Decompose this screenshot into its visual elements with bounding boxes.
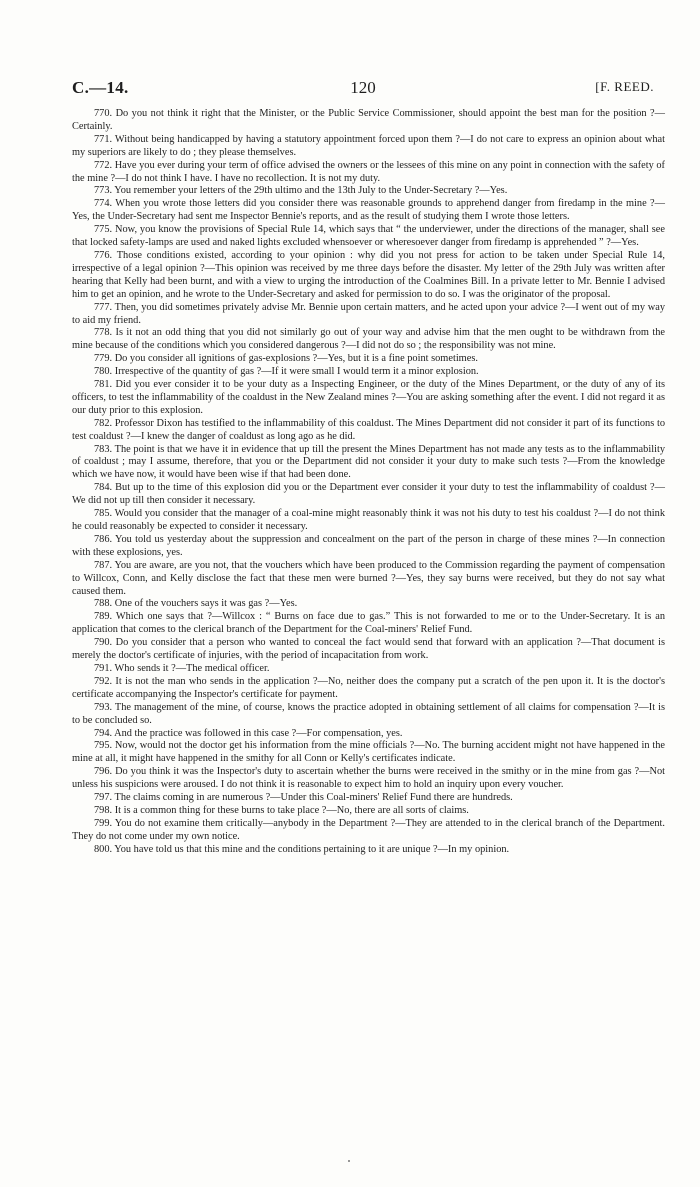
- question-784: 784. But up to the time of this explosion did you or the Department ever consider it your duty to test the inflammability of coaldust ?—We did not up till then consider it necessary.: [72, 482, 665, 507]
- document-body: [72, 108, 665, 857]
- question-794: 794. And the practice was followed in this case ?—For compensation, yes.: [94, 727, 403, 739]
- question-796: 796. Do you think it was the Inspector's duty to ascertain whether the burns were received in the smithy or in the mine from gas ?—Not unless his suspicions were aroused. I do not think it is reasonable to expect him to hold an inquiry upon every voucher.: [72, 766, 665, 791]
- question-771: 771. Without being handicapped by having a statutory appointment forced upon them ?—I do not care to express an opinion about what my superiors are likely to do ; they please themselves.: [72, 133, 665, 158]
- question-790: 790. Do you consider that a person who wanted to conceal the fact would send that forward with an application ?—That document is merely the doctor's certificate of injuries, with the period of incapacitation from work.: [72, 637, 665, 662]
- question-779: 779. Do you consider all ignitions of gas-explosions ?—Yes, but it is a fine point sometimes.: [94, 353, 478, 365]
- question-775: 775. Now, you know the provisions of Special Rule 14, which says that “ the underviewer, under the directions of the manager, shall see that locked safety-lamps are used and naked lights excluded whensoever or wheresoever danger from firedamp is apprehended ” ?—Yes.: [72, 224, 665, 249]
- question-797: 797. The claims coming in are numerous ?—Under this Coal-miners' Relief Fund there are hundreds.: [94, 792, 513, 804]
- question-773: 773. You remember your letters of the 29th ultimo and the 13th July to the Under-Secretary ?—Yes.: [94, 185, 508, 197]
- question-783: 783. The point is that we have it in evidence that up till the present the Mines Department has not made any tests as to the inflammability of coaldust ; may I assume, therefore, that you or the Department did not consider it your duty to make such tests ?—From the knowledge which we have now, it would have been wise if that had been done.: [72, 443, 665, 481]
- question-780: 780. Irrespective of the quantity of gas ?—If it were small I would term it a minor explosion.: [94, 366, 479, 378]
- question-799: 799. You do not examine them critically—anybody in the Department ?—They are attended to in the clerical branch of the Department. They do not come under my own notice.: [72, 817, 665, 842]
- question-786: 786. You told us yesterday about the suppression and concealment on the part of the person in charge of these mines ?—In connection with these explosions, yes.: [72, 533, 665, 558]
- witness-name: [F. REED.: [595, 79, 654, 94]
- page-header: [72, 78, 654, 100]
- question-776: 776. Those conditions existed, according to your opinion : why did you not press for action to be taken under Special Rule 14, irrespective of a legal opinion ?—This opinion was received by me three days before the disaster. My letter of the 29th July was written after hearing that Kelly had been burnt, and with a view to urging the introduction of the Coalmines Bill. In a private letter to Mr. Bennie I advised him to get an opinion, and he wrote to the Under-Secretary and asked for permission to do so. I was the originator of the proposal.: [72, 249, 665, 300]
- question-798: 798. It is a common thing for these burns to take place ?—No, there are all sorts of claims.: [94, 804, 469, 816]
- question-791: 791. Who sends it ?—The medical officer.: [94, 662, 270, 674]
- question-788: 788. One of the vouchers says it was gas ?—Yes.: [94, 598, 298, 610]
- page-number: 120: [350, 78, 376, 97]
- question-782: 782. Professor Dixon has testified to the inflammability of this coaldust. The Mines Department did not consider it part of its functions to test coaldust ?—I knew the danger of coaldust as long ago as he did.: [72, 417, 665, 442]
- question-778: 778. Is it not an odd thing that you did not similarly go out of your way and advise him that the men ought to be withdrawn from the mine because of the conditions which you considered dangerous ?—I did not do so ; the responsibility was not mine.: [72, 327, 665, 352]
- question-774: 774. When you wrote those letters did you consider there was reasonable grounds to apprehend danger from firedamp in the mine ?—Yes, the Under-Secretary had sent me Inspector Bennie's reports, and as the result of studying them I wrote those letters.: [72, 198, 665, 223]
- question-777: 777. Then, you did sometimes privately advise Mr. Bennie upon certain matters, and he acted upon your advice ?—I went out of my way to aid my friend.: [72, 301, 665, 326]
- parliamentary-paper-code: C.—14.: [72, 78, 129, 97]
- question-793: 793. The management of the mine, of course, knows the practice adopted in obtaining settlement of all claims for compensation ?—It is to be concluded so.: [72, 701, 665, 726]
- question-781: 781. Did you ever consider it to be your duty as a Inspecting Engineer, or the duty of the Mines Department, or the duty of any of its officers, to test the inflammability of the coaldust in the New Zealand mines ?—You are asking something after the event. I did not regard it as our duty prior to this explosion.: [72, 379, 665, 416]
- question-787: 787. You are aware, are you not, that the vouchers which have been produced to the Commission regarding the payment of compensation to Willcox, Conn, and Kelly disclose the fact that these men were burned ?—Yes, they say burns were received, but they do not say what caused them.: [72, 559, 665, 597]
- print-speck: [348, 1160, 350, 1162]
- question-785: 785. Would you consider that the manager of a coal-mine might reasonably think it was not his duty to test his coaldust ?—I do not think he could reasonably be expected to consider it necessary.: [72, 508, 665, 532]
- question-792: 792. It is not the man who sends in the application ?—No, neither does the company put a scratch of the pen upon it. It is the doctor's certificate accompanying the Inspector's certificate for payment.: [72, 675, 665, 700]
- question-789: 789. Which one says that ?—Willcox : “ Burns on face due to gas.” This is not forwarded to me or to the Under-Secretary. It is an application that comes to the clerical branch of the Department for the Coal-miners' Relief Fund.: [72, 611, 665, 636]
- question-770: 770. Do you not think it right that the Minister, or the Public Service Commissioner, should appoint the best man for the position ?—Certainly.: [72, 108, 665, 132]
- question-800: 800. You have told us that this mine and the conditions pertaining to it are unique ?—In my opinion.: [94, 843, 510, 855]
- question-772: 772. Have you ever during your term of office advised the owners or the lessees of this mine on any point in connection with the safety of the mine ?—I do not think I have. I have no recollection. It is not my duty.: [72, 159, 665, 184]
- question-795: 795. Now, would not the doctor get his information from the mine officials ?—No. The burning accident might not have happened in the mine at all, it might have happened in the smithy for all Conn or Kelly's certificates indicate.: [72, 740, 665, 765]
